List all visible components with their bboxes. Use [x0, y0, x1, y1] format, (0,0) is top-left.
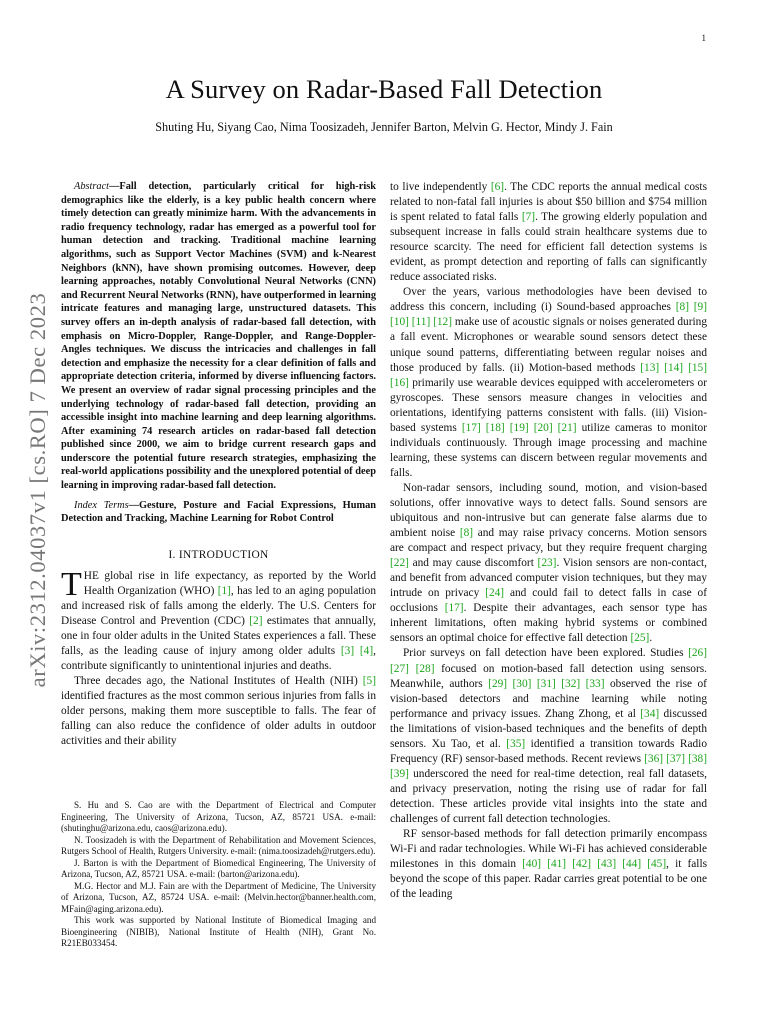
citation-link[interactable]: [21] [557, 421, 577, 434]
text-run: focused on motion-based fall detection using sensors. Meanwhile, authors [390, 662, 707, 690]
citation-link[interactable]: [4] [359, 645, 374, 658]
citation-link[interactable]: [20] [533, 421, 553, 434]
footnote-affiliation: S. Hu and S. Cao are with the Department of Electrical and Computer Engineering, The University of Arizona, Tucson, AZ, 85721 USA. e-mail: (shutinghu@arizona.edu, caos@arizona.edu). [61, 800, 376, 833]
citation-link[interactable]: [25] [630, 632, 650, 645]
citation-link[interactable]: [44] [622, 858, 642, 871]
left-column [61, 180, 376, 749]
citation-link[interactable]: [41] [547, 858, 567, 871]
text-run: identified fractures as the most common serious injuries from falls in older persons, making them more susceptible to falls. The fear of falling can also reduce the confidence of older adults in outdoor activities and their ability [61, 690, 376, 748]
right-column [390, 180, 707, 902]
paper-title: A Survey on Radar-Based Fall Detection [165, 74, 603, 104]
arxiv-identifier: arXiv:2312.04037v1 [cs.RO] 7 Dec 2023 [25, 292, 50, 688]
citation-link[interactable]: [7] [521, 211, 536, 224]
citation-link[interactable]: [43] [597, 858, 617, 871]
footnote-affiliation: J. Barton is with the Department of Biomedical Engineering, The University of Arizona, Tucson, AZ, 85721 USA. e-mail: (barton@arizona.edu). [61, 857, 376, 879]
citation-link[interactable]: [12] [433, 316, 453, 329]
abstract-text: —Fall detection, particularly critical for high-risk demographics like the elderly, is a key public health concern where timely detection can greatly minimize harm. With the advancements in radio frequency technology, radar has emerged as a powerful tool for human detection and tracking. Traditional machine learning algorithms, such as Support Vector Machines (SVM) and k-Nearest Neighbors (kNN), have shown promising outcomes. However, deep learning approaches, notably Convolutional Neural Networks (CNN) and Recurrent Neural Networks (RNN), have outperformed in learning intricate features and managing large, unstructured datasets. This survey offers an in-depth analysis of radar-based fall detection, with emphasis on Micro-Doppler, Range-Doppler, and Range-Doppler-Angles techniques. We discuss the intricacies and challenges in fall detection and emphasize the necessity for a clear definition of falls and appropriate detection criteria, informed by diverse influencing factors. We present an overview of radar signal processing principles and the underlying technology of radar-based fall detection, providing an accessible insight into machine learning and deep learning algorithms. After examining 74 research articles on radar-based fall detection published since 2000, we aim to bridge current research gaps and underscore the potential future research strategies, emphasizing the real-world applications possibility and the unexplored potential of deep learning in improving radar-based fall detection. [61, 181, 376, 492]
text-run: primarily use wearable devices equipped with accelerometers or gyroscopes. These sensors measure changes in velocities and orientations, identifying patterns consistent with falls. (iii) Vision-based systems [390, 376, 707, 434]
citation-link[interactable]: [38] [688, 752, 707, 765]
citation-link[interactable]: [45] [647, 858, 667, 871]
text-run: observed the rise of vision-based detectors and machine learning while noting performance and privacy issues. Zhang Zhong, et al [390, 677, 707, 720]
citation-link[interactable]: [14] [664, 361, 684, 374]
citation-link[interactable]: [2] [249, 615, 263, 628]
citation-link[interactable]: [33] [585, 677, 605, 690]
text-run: Over the years, various methodologies have been devised to address this concern, including (i) Sound-based approaches [390, 286, 707, 314]
footnote-affiliation: M.G. Hector and M.J. Fain are with the Department of Medicine, The University of Arizona, Tucson, AZ, 85724 USA. e-mail: (Melvin.hector@banner.health.com, MFain@aging.arizona.edu). [61, 880, 376, 914]
citation-link[interactable]: [13] [640, 361, 660, 374]
citation-link[interactable]: [32] [561, 677, 581, 690]
abstract [61, 180, 376, 493]
citation-link[interactable]: [31] [536, 677, 556, 690]
citation-link[interactable]: [17] [444, 602, 464, 615]
citation-link[interactable]: [5] [362, 675, 376, 688]
text-run: and may cause discomfort [408, 557, 538, 570]
intro-paragraph-2 [61, 674, 376, 749]
footnotes [61, 800, 376, 950]
footnote-affiliation: N. Toosizadeh is with the Department of Rehabilitation and Movement Sciences, Rutgers School of Health, Rutgers University. e-mail: (nima.toosizadeh@rutgers.edu). [61, 834, 376, 856]
text-run: discussed the limitations of vision-based techniques and the benefits of depth sensors. Xu Tao, et al. [390, 707, 707, 750]
citation-link[interactable]: [19] [509, 421, 529, 434]
intro-paragraph-1 [61, 565, 377, 674]
citation-link[interactable]: [42] [572, 858, 592, 871]
body-paragraph-1 [390, 180, 707, 285]
body-paragraph-5 [390, 827, 707, 902]
citation-link[interactable]: [17] [461, 421, 481, 434]
citation-link[interactable]: [28] [415, 662, 435, 675]
citation-link[interactable]: [36] [644, 752, 664, 765]
text-run: . Despite their advantages, each sensor type has inherent limitations, often making hybrid systems or combined sensors an optimal choice for effective fall detection [390, 602, 707, 645]
text-run: identified a transition towards Radio Frequency (RF) sensor-based methods. Recent reviews [390, 737, 708, 765]
text-run: , has led to an aging population and increased risk of falls among the elderly. The U.S. Centers for Disease Control and Prevention (CDC) [61, 584, 376, 628]
body-paragraph-4 [390, 646, 707, 827]
citation-link[interactable]: [8] [459, 527, 474, 540]
text-run: underscored the need for real-time detection, real fall datasets, and privacy preservation, noting the rising use of radar for fall detection. These articles provide vital insights into the state and challenges of current fall detection technologies. [390, 767, 707, 825]
index-terms-text: —Gesture, Posture and Facial Expressions, Human Detection and Tracking, Machine Learning for Robot Control [61, 499, 376, 525]
index-terms-label: Index Terms [74, 499, 129, 511]
citation-link[interactable]: [18] [485, 421, 505, 434]
text-run: . Vision sensors are non-contact, and benefit from advanced computer vision techniques, but they may intrude on privacy [390, 557, 707, 600]
citation-link[interactable]: [22] [390, 557, 409, 570]
text-run: and may raise privacy concerns. Motion sensors are compact and respect privacy, but they require frequent charging [390, 527, 707, 555]
citation-link[interactable]: [27] [390, 662, 409, 675]
citation-link[interactable]: [37] [666, 752, 686, 765]
body-paragraph-2 [390, 285, 707, 481]
author-list: Shuting Hu, Siyang Cao, Nima Toosizadeh, Jennifer Barton, Melvin G. Hector, Mindy J. Fain [155, 120, 613, 134]
text-run: utilize cameras to monitor individuals continuously. Through image processing and machine learning, these systems can discern between regular movements and falls. [390, 421, 707, 479]
citation-link[interactable]: [9] [693, 301, 707, 314]
text-run: estimates that annually, one in four older adults in the United States experiences a fall. These falls, as the leading cause of injury among older adults [61, 615, 377, 658]
text-run: Three decades ago, the National Institutes of Health (NIH) [74, 675, 363, 688]
citation-link[interactable]: [30] [512, 677, 532, 690]
page-number: 1 [701, 33, 706, 43]
text-run: . The growing elderly population and subsequent increase in falls could strain healthcare systems due to resource scarcity. The need for efficient fall detection systems is evident, as prompt detection and reporting of falls can significantly reduce associated risks. [390, 211, 707, 284]
citation-link[interactable]: [35] [506, 737, 526, 750]
citation-link[interactable]: [26] [688, 647, 707, 660]
text-run: make use of acoustic signals or noises generated during a fall event. Microphones or wearable sound sensors detect these unique sound patterns, differentiating between regular noises and those produced by falls. (ii) Motion-based methods [390, 316, 707, 374]
section-heading-introduction: I. INTRODUCTION [168, 548, 269, 561]
text-run: , it falls beyond the scope of this paper. Radar carries great potential to be one of the leading [390, 858, 708, 901]
drop-cap: T [61, 565, 82, 603]
text-run: Prior surveys on fall detection have been explored. Studies [403, 647, 689, 660]
text-run: to live independently [390, 181, 491, 193]
text-run: RF sensor-based methods for fall detection primarily encompass Wi-Fi and radar technologies. While Wi-Fi has achieved considerable milestones in this domain [390, 828, 707, 871]
citation-link[interactable]: [6] [490, 181, 505, 193]
citation-link[interactable]: [15] [688, 361, 707, 374]
text-run: Non-radar sensors, including sound, motion, and vision-based solutions, offer innovative ways to detect falls. Sound sensors are ubiquitous and non-intrusive but can generate false alarms due to ambient noise [390, 481, 707, 540]
text-run: and could fail to detect falls in case of occlusions [390, 587, 708, 615]
citation-link[interactable]: [8] [675, 301, 689, 314]
citation-link[interactable]: [40] [522, 858, 542, 871]
citation-link[interactable]: [34] [640, 707, 660, 720]
text-run: . [649, 632, 653, 645]
citation-link[interactable]: [24] [485, 587, 505, 600]
text-run: . The CDC reports the annual medical costs related to non-fatal fall injuries is about $50 billion and $754 million is spent related to fatal falls [390, 181, 707, 224]
citation-link[interactable]: [11] [411, 316, 431, 329]
citation-link[interactable]: [16] [390, 376, 409, 389]
citation-link[interactable]: [10] [390, 316, 409, 329]
arxiv-sidebar [18, 280, 58, 700]
citation-link[interactable]: [1] [217, 584, 231, 597]
abstract-label: Abstract [74, 181, 110, 192]
text-run: , contribute significantly to unintentional injuries and deaths. [61, 645, 376, 673]
body-paragraph-3 [390, 481, 707, 647]
citation-link[interactable]: [39] [390, 767, 409, 780]
text-run: HE global rise in life expectancy, as reported by the World Health Organization (WHO) [83, 569, 376, 597]
citation-link[interactable]: [23] [537, 557, 557, 570]
citation-link[interactable]: [3] [340, 645, 355, 658]
footnote-funding: This work was supported by National Institute of Biomedical Imaging and Bioengineering (NIBIB), National Institute of Health (NIH), Grant No. R21EB033454. [61, 915, 376, 948]
index-terms [61, 499, 376, 526]
citation-link[interactable]: [29] [488, 677, 508, 690]
